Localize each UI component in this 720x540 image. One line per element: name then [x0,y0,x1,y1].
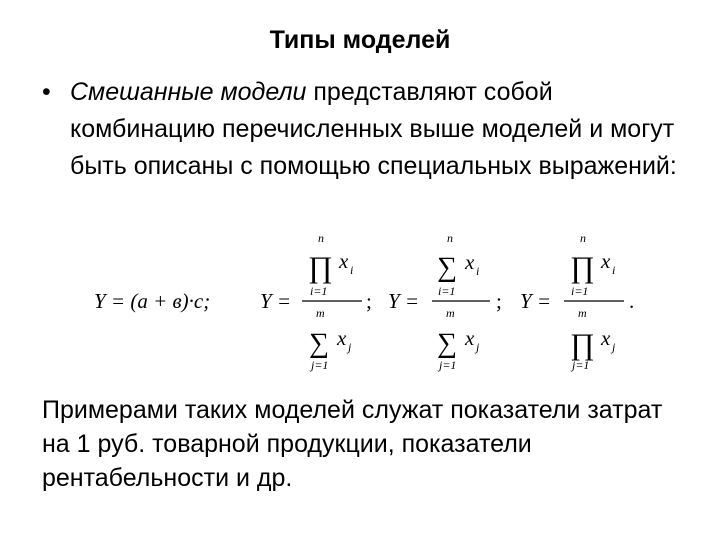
emphasis-term: Смешанные модели [70,78,307,106]
separator-3: ; [496,289,502,313]
sub-j-4: j [612,340,616,354]
upper-m-3b: m [446,306,455,320]
paragraph-examples: Примерами таких моделей служат показатели затрат на 1 руб. товарной продукции, показатели рентабельности и др. [42,396,663,492]
lower-i-2: i=1 [310,284,328,298]
sub-i-2: i [350,263,354,277]
formula-end: . [629,289,635,313]
product-symbol-4a: ∏ [570,251,595,284]
upper-n-4a: n [580,231,586,245]
x-i-4: x [601,249,611,273]
x-j-4: x [601,326,611,350]
sum-symbol-3a: ∑ [437,252,457,283]
formula-4-lhs: Y = [520,289,552,313]
lower-j-3: j=1 [439,358,457,372]
upper-n-2a: n [318,231,324,245]
x-j-3: x [465,326,475,350]
formula-3-lhs: Y = [388,289,420,313]
sub-i-4: i [612,263,616,277]
sub-j-2: j [348,340,352,354]
fraction-2 [302,231,362,372]
sum-symbol-3b: ∑ [437,328,457,359]
lower-j-2: j=1 [311,358,329,372]
separator-2: ; [366,289,372,313]
paragraph-rest: представляют собой комбинацию перечисленных выше моделей и могут быть описаны с помощью специальных выражений: [70,78,677,180]
paragraph-mixed-models [70,74,690,185]
sub-j-3: j [476,340,480,354]
product-symbol-4b: ∏ [570,328,595,361]
lower-j-4: j=1 [572,358,590,372]
upper-m-4b: m [578,306,587,320]
lower-i-3: i=1 [438,284,456,298]
x-i-3: x [465,250,475,274]
formula-2-lhs: Y = [260,289,292,313]
slide-title: Типы моделей [269,26,451,54]
fraction-3 [432,231,490,372]
formula-block [80,228,660,376]
bullet-icon: • [42,78,51,106]
sub-i-3: i [476,264,480,278]
upper-m-2b: m [316,306,325,320]
x-j-2: x [337,326,347,350]
fraction-4 [564,231,624,372]
sum-symbol-2: ∑ [309,328,329,359]
upper-n-3a: n [447,231,453,245]
product-symbol-2: ∏ [308,251,333,284]
lower-i-4: i=1 [571,284,589,298]
x-i-2: x [339,249,349,273]
formula-1: Y = (a + в)·c; [94,289,211,313]
